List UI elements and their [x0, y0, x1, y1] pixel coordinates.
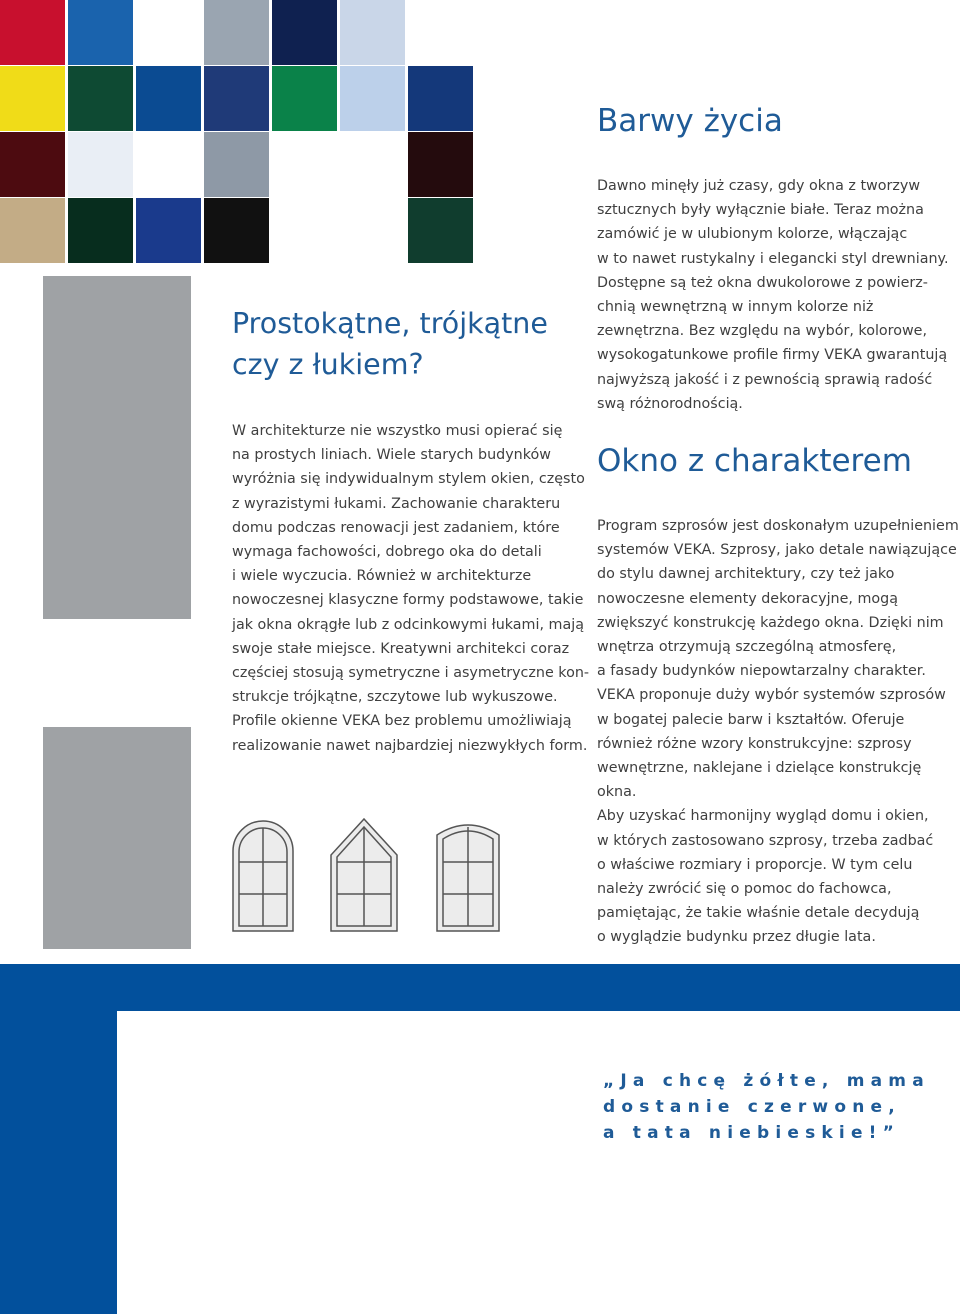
color-swatch [204, 132, 269, 197]
color-swatch [408, 198, 473, 263]
color-swatch [340, 0, 405, 65]
color-swatch [204, 198, 269, 263]
right-title: Barwy życia [597, 103, 783, 139]
color-swatch [0, 0, 65, 65]
color-swatch [68, 132, 133, 197]
color-swatch [68, 66, 133, 131]
color-swatch [272, 0, 337, 65]
color-swatch [476, 0, 541, 65]
arched-window-icon [233, 821, 293, 931]
left-paragraph: W architekturze nie wszystko musi opierać się na prostych liniach. Wiele starych budynków wyróżnia się indywidualnym stylem okien, często z wyrazistymi łukami. Zachowanie charakteru domu podczas renowacji jest zadaniem, które wymaga fachowości, dobrego oka do detali i wiele wyczucia. Również w architekturze nowoczesnej klasyczne formy podstawowe, takie jak okna okrągłe lub z odcinkowymi łukami, mają swoje stałe miejsce. Kreatywni architekci coraz częściej stosują symetryczne i asymetryczne kon- strukcje trójkątne, szczytowe lub wykuszowe. Profile okienne VEKA bez problemu umożliwiają realizowanie nawet najbardziej niezwykłych form. [232, 423, 590, 754]
gable-window-icon [331, 819, 397, 931]
color-swatch [272, 66, 337, 131]
color-swatch [272, 132, 337, 197]
segmental-arch-window-icon [437, 825, 499, 931]
color-swatch [204, 0, 269, 65]
color-swatch [68, 0, 133, 65]
window-shapes-illustration [228, 815, 504, 935]
color-swatch [0, 132, 65, 197]
gray-decor-block-bottom [43, 727, 191, 949]
quote-panel [117, 1011, 960, 1314]
color-swatch [136, 0, 201, 65]
color-swatch [136, 132, 201, 197]
right-paragraph: Dawno minęły już czasy, gdy okna z tworzyw sztucznych były wyłącznie białe. Teraz można zamówić je w ulubionym kolorze, włączając w to nawet rustykalny i elegancki styl drewniany. Dostępne są też okna dwukolorowe z powierz- chnią wewnętrzną w innym kolorze niż zewnętrzna. Bez względu na wybór, kolorowe, wysokogatunkowe profile firmy VEKA gwarantują najwyższą jakość i z pewnością sprawią radość swą różnorodnością. [597, 178, 949, 412]
color-swatch [476, 132, 541, 197]
color-swatch [476, 66, 541, 131]
color-swatch [0, 66, 65, 131]
color-swatch [408, 66, 473, 131]
color-swatch [408, 132, 473, 197]
color-swatch [204, 66, 269, 131]
color-swatch [136, 198, 201, 263]
left-title: Prostokątne, trójkątne czy z łukiem? [232, 307, 548, 381]
color-swatch [272, 198, 337, 263]
section-title-okno: Okno z charakterem [597, 443, 912, 479]
color-swatch [0, 198, 65, 263]
color-swatch [476, 198, 541, 263]
gray-decor-block-top [43, 276, 191, 619]
color-swatch [408, 0, 473, 65]
color-swatch [340, 66, 405, 131]
quote-text: „Ja chcę żółte, mama dostanie czerwone, a tata niebieskie!” [603, 1071, 930, 1143]
color-swatch [340, 132, 405, 197]
color-swatch [136, 66, 201, 131]
okno-paragraph: Program szprosów jest doskonałym uzupełnieniem systemów VEKA. Szprosy, jako detale nawiązujące do stylu dawnej architektury, czy też jako nowoczesne elementy dekoracyjne, mogą zwiększyć konstrukcję każdego okna. Dzięki nim wnętrza otrzymują szczególną atmosferę, a fasady budynków niepowtarzalny charakter. VEKA proponuje duży wybór systemów szprosów w bogatej palecie barw i kształtów. Oferuje również różne wzory konstrukcyjne: szprosy wewnętrzne, naklejane i dzielące konstrukcję okna. Aby uzyskać harmonijny wygląd domu i okien, w których zastosowano szprosy, trzeba zadbać o właściwe rozmiary i proporcje. W tym celu należy zwrócić się o pomoc do fachowca, pamiętając, że takie właśnie detale decydują o wyglądzie budynku przez długie lata. [597, 518, 959, 946]
color-swatch [68, 198, 133, 263]
color-swatch [340, 198, 405, 263]
